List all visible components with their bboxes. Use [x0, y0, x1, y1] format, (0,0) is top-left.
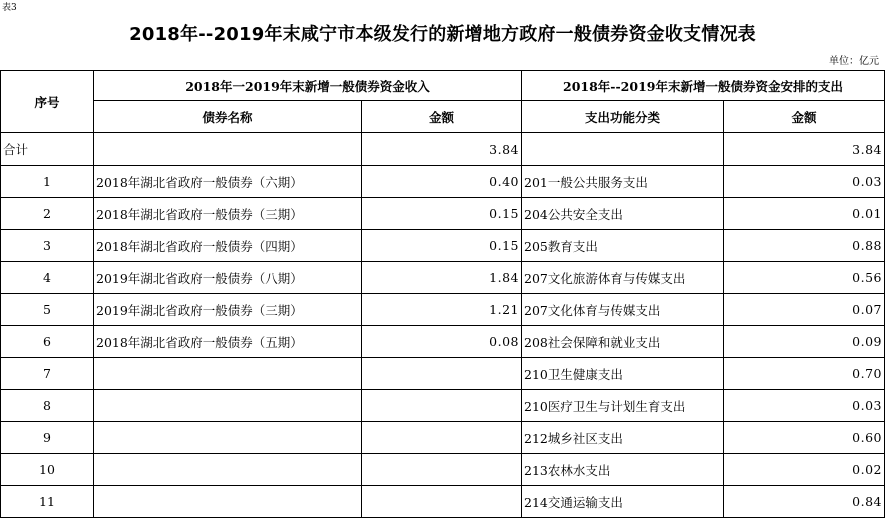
total-income-amount: 3.84: [362, 133, 522, 166]
row-income-amount: [362, 390, 522, 422]
row-expense-amount: 0.84: [724, 486, 885, 518]
table-row: [1, 262, 885, 294]
row-bond-name: [94, 454, 362, 486]
table-row: [1, 422, 885, 454]
row-expense-category: 213农林水支出: [522, 454, 724, 486]
row-expense-category: 205教育支出: [522, 230, 724, 262]
table-row: [1, 294, 885, 326]
table-row: [1, 358, 885, 390]
table-row: [1, 198, 885, 230]
row-bond-name: 2019年湖北省政府一般债券（三期）: [94, 294, 362, 326]
row-income-amount: 1.84: [362, 262, 522, 294]
row-bond-name: 2018年湖北省政府一般债券（五期）: [94, 326, 362, 358]
row-expense-category: 207文化体育与传媒支出: [522, 294, 724, 326]
row-seq: 10: [1, 454, 94, 486]
row-seq: 3: [1, 230, 94, 262]
row-expense-category: 212城乡社区支出: [522, 422, 724, 454]
row-bond-name: [94, 390, 362, 422]
row-expense-amount: 0.09: [724, 326, 885, 358]
row-expense-category: 201一般公共服务支出: [522, 166, 724, 198]
row-income-amount: 0.08: [362, 326, 522, 358]
row-expense-amount: 0.56: [724, 262, 885, 294]
total-row: [1, 133, 885, 166]
table-row: [1, 486, 885, 518]
total-bond-cell: [94, 133, 362, 166]
income-amount-header: 金额: [362, 101, 522, 133]
row-expense-category: 204公共安全支出: [522, 198, 724, 230]
seq-header: 序号: [1, 71, 94, 133]
row-expense-amount: 0.60: [724, 422, 885, 454]
expense-group-header: 2018年--2019年末新增一般债券资金安排的支出: [522, 71, 885, 101]
total-label: 合计: [1, 133, 94, 166]
header-row-group: [1, 71, 885, 101]
row-bond-name: 2019年湖北省政府一般债券（八期）: [94, 262, 362, 294]
row-income-amount: 0.40: [362, 166, 522, 198]
row-expense-category: 210卫生健康支出: [522, 358, 724, 390]
row-seq: 5: [1, 294, 94, 326]
budget-table: [0, 70, 885, 518]
expense-amount-header: 金额: [724, 101, 885, 133]
total-expense-amount: 3.84: [724, 133, 885, 166]
total-category-cell: [522, 133, 724, 166]
row-expense-amount: 0.03: [724, 390, 885, 422]
row-expense-amount: 0.88: [724, 230, 885, 262]
row-expense-category: 208社会保障和就业支出: [522, 326, 724, 358]
row-income-amount: [362, 358, 522, 390]
row-seq: 7: [1, 358, 94, 390]
row-expense-amount: 0.03: [724, 166, 885, 198]
header-row-columns: [1, 101, 885, 133]
row-income-amount: 0.15: [362, 198, 522, 230]
row-expense-category: 207文化旅游体育与传媒支出: [522, 262, 724, 294]
income-group-header: 2018年一2019年末新增一般债券资金收入: [94, 71, 522, 101]
row-income-amount: [362, 422, 522, 454]
table-row: [1, 390, 885, 422]
row-seq: 9: [1, 422, 94, 454]
row-bond-name: [94, 486, 362, 518]
row-seq: 8: [1, 390, 94, 422]
row-bond-name: [94, 422, 362, 454]
row-income-amount: 0.15: [362, 230, 522, 262]
row-expense-category: 210医疗卫生与计划生育支出: [522, 390, 724, 422]
table-row: [1, 166, 885, 198]
table-row: [1, 326, 885, 358]
row-expense-category: 214交通运输支出: [522, 486, 724, 518]
table-row: [1, 230, 885, 262]
row-expense-amount: 0.02: [724, 454, 885, 486]
row-bond-name: 2018年湖北省政府一般债券（三期）: [94, 198, 362, 230]
row-bond-name: 2018年湖北省政府一般债券（四期）: [94, 230, 362, 262]
row-expense-amount: 0.01: [724, 198, 885, 230]
expense-category-header: 支出功能分类: [522, 101, 724, 133]
row-seq: 11: [1, 486, 94, 518]
bond-name-header: 债券名称: [94, 101, 362, 133]
row-income-amount: [362, 486, 522, 518]
row-income-amount: 1.21: [362, 294, 522, 326]
row-bond-name: 2018年湖北省政府一般债券（六期）: [94, 166, 362, 198]
row-seq: 4: [1, 262, 94, 294]
row-expense-amount: 0.07: [724, 294, 885, 326]
table-number-label: 表3: [2, 3, 17, 13]
row-bond-name: [94, 358, 362, 390]
row-expense-amount: 0.70: [724, 358, 885, 390]
row-seq: 6: [1, 326, 94, 358]
unit-label: 单位：亿元: [829, 56, 879, 67]
row-income-amount: [362, 454, 522, 486]
table-row: [1, 454, 885, 486]
row-seq: 2: [1, 198, 94, 230]
row-seq: 1: [1, 166, 94, 198]
document-title: 2018年--2019年末咸宁市本级发行的新增地方政府一般债券资金收支情况表: [129, 24, 756, 45]
